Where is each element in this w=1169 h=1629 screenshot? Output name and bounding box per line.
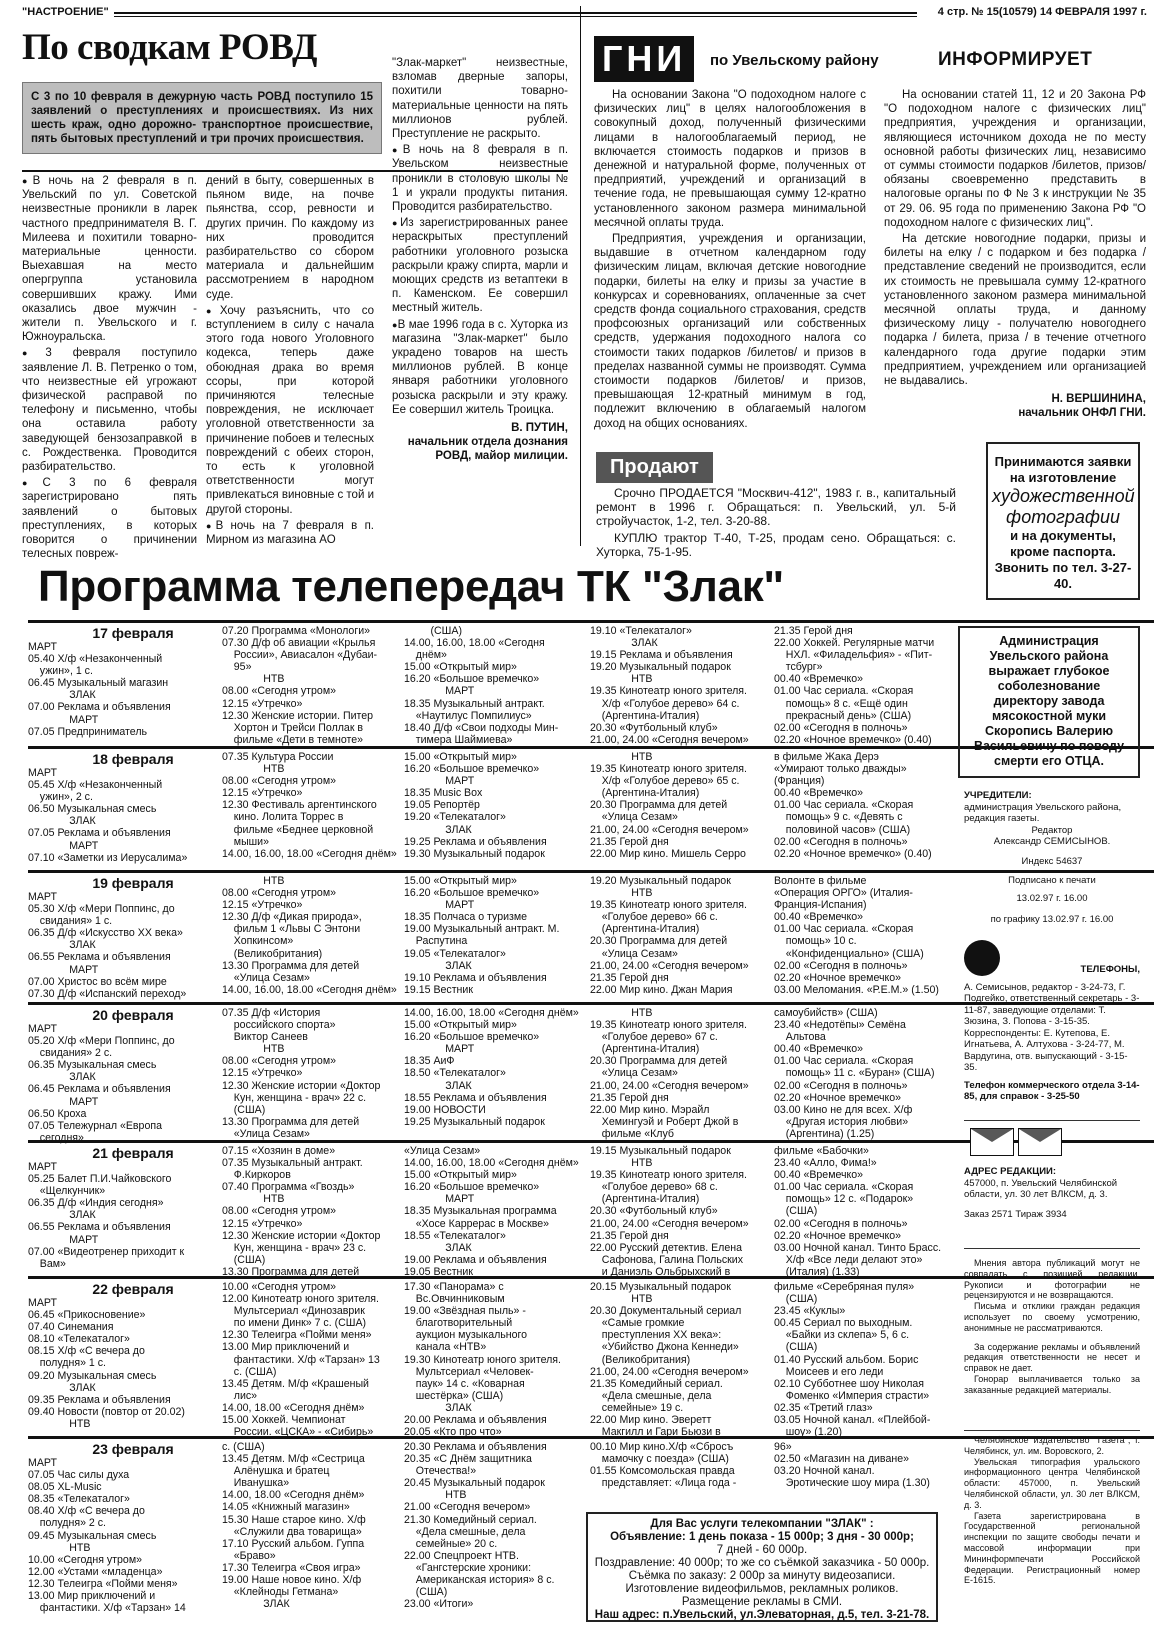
tv-column	[590, 1007, 776, 1140]
page-header	[22, 4, 1147, 20]
tv-column	[28, 1281, 208, 1430]
founders-title: УЧРЕДИТЕЛИ:	[964, 790, 1032, 801]
gni-subtitle: по Увельскому району	[710, 52, 879, 69]
photo-ad	[986, 442, 1140, 600]
tv-listing: 14.00, 16.00, 18.00 «Сегодня днём» 15.00 «Открытый мир» 16.20 «Большое времечко» МАРТ 18.35 АиФ 18.50 «Телекаталог» ЗЛАК 18.55 Реклама и объявления 19.00 НОВОСТИ 19.25 Музыкальный подарок	[404, 1007, 579, 1128]
tv-listing: МАРТ 07.05 Час силы духа 08.05 XL-Music 08.35 «Телекаталог» 08.40 Х/ф «С вечера до полудня» 2 с. 09.45 Музыкальная смесь НТВ 10.00 «Сегодня утром» 12.00 «Устами «младенца» 12.30 Телеигра «Пойми меня» 13.00 Мир приключений и фантастики. Х/ф «Тарзан» 14	[28, 1457, 186, 1615]
tv-listing: 15.00 «Открытый мир» 16.20 «Большое времечко» МАРТ 18.35 Music Box 19.05 Репортёр 19.20 «Телекаталог» ЗЛАК 19.25 Реклама и объявления 19.30 Музыкальный подарок	[404, 751, 547, 860]
rovd-column-2	[206, 174, 374, 549]
tv-column	[28, 875, 208, 1000]
signed-label: Подписано к печати	[1008, 875, 1096, 886]
signed-date: 13.02.97 г. 16.00	[1016, 892, 1088, 904]
editor-label: Редактор	[1031, 824, 1073, 836]
tv-column	[28, 1145, 208, 1270]
founders-box	[964, 790, 1140, 1121]
tv-column	[774, 751, 958, 860]
tv-column	[590, 625, 776, 746]
photo-ad-line: Звонить по тел. 3-27-40.	[994, 560, 1132, 591]
tv-listing: НТВ 19.35 Кинотеатр юного зрителя. Х/ф «Голубое дерево» 65 с. (Аргентина-Италия) 20.30 Программа для детей «Улица Сезам» 21.00, 24.00 «Сегодня вечером» 21.35 Герой дня 22.00 Мир кино. Мишель Серро	[590, 751, 749, 860]
rovd-item: ● В ночь на 2 февраля в п. Увельский по ул. Советской неизвестные проникли в ларек частного предпринимателя В. Г. Милеева и похитили товарно-материальные ценности. Выехавшая на место опергруппа установила совершивших кражу. Ими оказались двое мужчин - жители п. Увельского и г. Южноуральска.	[22, 174, 197, 344]
tv-listing: МАРТ 05.25 Балет П.И.Чайковского «Щелкунчик» 06.35 Д/ф «Индия сегодня» ЗЛАК 06.55 Реклама и объявления МАРТ 07.00 «Видеотренер приходит к Вам»	[28, 1161, 185, 1270]
gni-logo: ГНИ	[594, 36, 694, 82]
tv-listing: Волонте в фильме «Операция ОРГО» (Италия- Франция-Испания) 00.40 «Времечко» 01.00 Час сериала. «Скорая помощь» 10 с. «Конфиденциально» (США) 02.00 «Сегодня в полночь» 02.20 «Ночное времечко» 03.00 Меломания. «Р.Е.М.» (1.50)	[774, 875, 939, 996]
tv-day-heading: 23 февраля	[92, 1441, 174, 1457]
tv-column	[590, 1145, 776, 1278]
tv-listing: в фильме Жака Дерэ «Умирают только дважды» (Франция) 00.40 «Времечко» 01.00 Час сериала. «Скорая помощь» 9 с. «Девять с половиной часов» (США) 02.00 «Сегодня в полночь» 02.20 «Ночное времечко» (0.40)	[774, 751, 932, 860]
tv-column	[222, 751, 402, 860]
gni-paragraph: На основании статей 11, 12 и 20 Закона РФ "О подоходном налоге с физических лиц" предприятия, учреждения и организации, являющиеся источником дохода не по месту основной работы физических лиц, независимо от суммы стоимости подарков /билетов, призов/ обязаны своевременно представить в налоговые органы по Ф № 3 к инструкции № 35 от 29. 06. 95 года по применению Закона РФ "О подоходном налоге с физических лиц".	[884, 89, 1146, 229]
tv-column	[28, 625, 208, 738]
tv-day-heading: 18 февраля	[92, 751, 174, 767]
rovd-column-1	[22, 174, 197, 563]
envelope-icon	[1018, 1128, 1062, 1156]
tv-listing: самоубийств» (США) 23.40 «Недотёпы» Семёна Альтова 00.40 «Времечко» 01.00 Час сериала. «Скорая помощь» 11 с. «Буран» (США) 02.00 «Сегодня в полночь» 02.20 «Ночное времечко» 03.00 Кино не для всех. Х/ф «Другая история любви» (Аргентина) (1.25)	[774, 1007, 935, 1140]
tv-listing: 07.15 «Хозяин в доме» 07.35 Музыкальный антракт. Ф.Киркоров 07.40 Программа «Гвоздь» НТВ 08.00 «Сегодня утром» 12.15 «Утречко» 12.30 Женские истории «Доктор Кун, женщина - врач» 23 с. (США) 13.30 Программа для детей	[222, 1145, 381, 1278]
gni-inform: ИНФОРМИРУЕТ	[938, 49, 1093, 70]
tv-column	[28, 751, 208, 864]
address-label: АДРЕС РЕДАКЦИИ:	[964, 1166, 1057, 1177]
editorial-notice	[964, 1258, 1140, 1396]
tv-listing: МАРТ 05.45 Х/ф «Незаконченный ужин», 2 с. 06.50 Музыкальная смесь ЗЛАК 07.05 Реклама и объявления МАРТ 07.10 «Заметки из Иерусалима»	[28, 767, 188, 864]
tv-listing: 20.30 Реклама и объявления 20.35 «С Днём защитника Отечества!» 20.45 Музыкальный подарок НТВ 21.00 «Сегодня вечером» 21.30 Комедийный сериал. «Дела смешные, дела семейные» 20 с. 22.00 Спецпроект НТВ. «Гангстерские хроники: Американская история» 8 с. (США) 23.00 «Итоги»	[404, 1441, 555, 1611]
order-info: Заказ 2571 Тираж 3934	[964, 1208, 1067, 1220]
tv-column	[404, 1007, 586, 1128]
tv-listing: 15.00 «Открытый мир» 16.20 «Большое времечко» МАРТ 18.35 Полчаса о туризме 19.00 Музыкальный антракт. М. Распутина 19.05 «Телекаталог» ЗЛАК 19.10 Реклама и объявления 19.15 Вестник	[404, 875, 560, 996]
tv-day-heading: 17 февраля	[92, 625, 174, 641]
tv-column	[590, 751, 776, 860]
rovd-item: ● 3 февраля поступило заявление Л. В. Петренко о том, что неизвестные ей угрожают физической расправой по телефону и письменно, чтобы она оставила работу заведующей бензозаправкой в с. Рождественка. Проводится разбирательство.	[22, 346, 197, 474]
publisher-line: Увельская типография уральского информационного центра Челябинской области: 457000, п. Увельский Челябинской области, ул. 30 лет ВЛКСМ, д. 3.	[964, 1456, 1140, 1510]
tv-day-heading: 19 февраля	[92, 875, 174, 891]
notice-line: Письма и отклики граждан редакция использует по своему усмотрению, анонимные не рассматриваются.	[964, 1301, 1140, 1333]
tv-listing: 19.20 Музыкальный подарок НТВ 19.35 Кинотеатр юного зрителя. «Голубое дерево» 66 с. (Аргентина-Италия) 20.30 Программа для детей «Улица Сезам» 21.00, 24.00 «Сегодня вечером» 21.35 Герой дня 22.00 Мир кино. Джан Мария	[590, 875, 749, 996]
tv-listing: МАРТ 06.45 «Прикосновение» 07.40 Синемания 08.10 «Телекаталог» 08.15 Х/ф «С вечера до полудня» 1 с. 09.20 Музыкальная смесь ЗЛАК 09.35 Реклама и объявления 09.40 Новости (повтор от 20.02) НТВ	[28, 1297, 185, 1430]
publisher-info	[964, 1430, 1140, 1586]
tv-column	[404, 625, 586, 746]
tv-column	[590, 1441, 776, 1489]
schedule: по графику 13.02.97 г. 16.00	[990, 914, 1114, 925]
tv-listing: 07.35 Д/ф «История российского спорта» Виктор Санеев НТВ 08.00 «Сегодня утром» 12.15 «Утречко» 12.30 Женские истории «Доктор Кун, женщина - врач» 22 с. (США) 13.30 Программа для детей «Улица Сезам»	[222, 1007, 381, 1140]
tv-listing: фильме «Серебряная пуля» (США) 23.45 «Куклы» 00.45 Сериал по выходным. «Байки из склепа» 5, 6 с. (США) 01.40 Русский альбом. Борис Моисеев и его леди 02.10 Субботнее шоу Николая Фоменко «Империя страсти» 02.35 «Третий глаз» 03.05 Ночной канал. «Плейбой- шоу» (1.20)	[774, 1281, 931, 1439]
tv-listing: (США) 14.00, 16.00, 18.00 «Сегодня днём» 15.00 «Открытый мир» 16.20 «Большое времечко» МАРТ 18.35 Музыкальный антракт. «Наутилус Помпилиус» 18.40 Д/ф «Свои подходы Мин- тимера Шаймиева»	[404, 625, 559, 746]
phones-label: ТЕЛЕФОНЫ,	[1080, 964, 1140, 975]
tv-column	[222, 1441, 402, 1610]
tv-column	[774, 875, 958, 996]
envelope-icon	[970, 1128, 1014, 1156]
tv-column	[590, 875, 776, 996]
tv-column	[222, 1281, 402, 1438]
tv-listing: с. (США) 13.45 Детям. М/ф «Сестрица Алёнушка и братец Иванушка» 14.00, 18.00 «Сегодня днём» 14.05 «Книжный магазин» 15.30 Наше старое кино. Х/ф «Служили два товарища» 17.10 Русский альбом. Гуппа «Браво» 17.30 Телеигра «Своя игра» 19.00 Наше новое кино. Х/ф «Клейноды Гетмана» ЗЛАК	[222, 1441, 366, 1611]
tv-listing: МАРТ 05.40 Х/ф «Незаконченный ужин», 1 с. 06.45 Музыкальный магазин ЗЛАК 07.00 Реклама и объявления МАРТ 07.05 Предприниматель	[28, 641, 171, 738]
tv-column	[404, 1441, 586, 1610]
gni-column-1	[594, 88, 866, 433]
gni-signature: Н. ВЕРШИНИНА, начальник ОНФЛ ГНИ.	[1018, 393, 1146, 420]
rovd-item: дений в быту, совершенных в пьяном виде, на почве пьянства, ссор, ревности и других причин. По каждому из них проводится разбирательство со сбором материала и дальнейшим рассмотрением в народном суде.	[206, 175, 374, 301]
tv-column	[404, 1145, 586, 1278]
tv-column	[404, 875, 586, 996]
gni-paragraph: На детские новогодние подарки, призы и билеты на елку / с подарком и без подарка / представление сведений не производится, если их стоимость не превышала сумму 12-кратного установленного законом размера минимальной месячной оплаты труда, и данному физическому лицу - получателю новогоднего подарка / билета, призa / в течение отчетного календарного года другие подарки этим предприятием, учреждением или организацией не выдавались.	[884, 233, 1146, 388]
address-text: 457000, п. Увельский Челябинской области, ул. 30 лет ВЛКСМ, д. 3.	[964, 1177, 1118, 1200]
rovd-item: ● В ночь на 8 февраля в п. Увельском неизвестные проникли в столовую школы № 1 и украли продукты питания. Проводится разбирательство.	[392, 143, 568, 214]
tv-column	[774, 1007, 958, 1140]
tv-listing: 19.10 «Телекаталог» ЗЛАК 19.15 Реклама и объявления 19.20 Музыкальный подарок НТВ 19.35 Кинотеатр юного зрителя. Х/ф «Голубое дерево» 64 с. (Аргентина-Италия) 20.30 «Футбольный клуб» 21.00, 24.00 «Сегодня вечером»	[590, 625, 749, 746]
zlak-ad-line: 7 дней - 60 000р.	[716, 1544, 808, 1556]
tv-column	[28, 1007, 208, 1144]
tv-column	[404, 1281, 586, 1438]
tv-day-heading: 22 февраля	[92, 1281, 174, 1297]
tv-column	[222, 875, 402, 996]
notice-line: Мнения автора публикаций могут не совпадать с позицией редакции. Рукописи и фотографии не рецензируются и не возвращаются.	[964, 1258, 1140, 1301]
tv-column	[774, 1145, 958, 1278]
tv-listing: 96» 02.50 «Магазин на диване» 03.20 Ночной канал. Эротические шоу мира (1.30)	[774, 1441, 930, 1490]
condolence-box: Администрация Увельского района выражает глубокое соболезнование директору завода мясокостной муки Скоропись Валерию Васильевичу по поводу смерти его ОТЦА.	[958, 626, 1140, 778]
zlak-ad-line: Наш адрес: п.Увельский, ул.Элеваторная, д.5, тел. 3-21-78.	[594, 1609, 930, 1621]
rovd-item: ● С 3 по 6 февраля зарегистрировано пять заявлений о бытовых преступлениях, в которых говорится о причинении телесных повреж-	[22, 476, 197, 561]
photo-ad-line: художественной фотографии	[992, 486, 1135, 527]
rovd-title: По сводкам РОВД	[22, 27, 317, 68]
tv-column	[774, 625, 958, 746]
photo-ad-line: Принимаются заявки на изготовление	[994, 454, 1132, 485]
tv-listing: «Улица Сезам» 14.00, 16.00, 18.00 «Сегодня днём» 15.00 «Открытый мир» 16.20 «Большое времечко» МАРТ 18.35 Музыкальная программа «Хосе Каррерас в Москве» 18.55 «Телекаталог» ЗЛАК 19.00 Реклама и объявления 19.05 Вестник	[404, 1145, 579, 1278]
column-rule	[580, 6, 583, 546]
sale-ad: Срочно ПРОДАЕТСЯ "Москвич-412", 1983 г. в., капитальный ремонт в 1996 г. Обращаться: п. Увельский, ул. 5-й стройучасток, 1-2, тел. 3-20-88.	[596, 486, 956, 529]
tv-column	[590, 1281, 776, 1438]
tv-column	[222, 1007, 402, 1140]
tv-day-heading: 20 февраля	[92, 1007, 174, 1023]
tv-listing: МАРТ 05.30 Х/ф «Мери Поппинс, до свидания» 1 с. 06.35 Д/ф «Искусство XX века» ЗЛАК 06.55 Реклама и объявления МАРТ 07.00 Христос во всём мире 07.30 Д/ф «Испанский переход»	[28, 891, 187, 1000]
tv-day-heading: 21 февраля	[92, 1145, 174, 1161]
rovd-item: ● В ночь на 7 февраля в п. Мирном из магазина АО	[206, 519, 374, 547]
rovd-item: ● В мае 1996 года в с. Хуторка из магазина "Злак-маркет" было украдено товаров на шесть миллионов рублей. В конце января работники уголовного розыска раскрыли и эту кражу. Ее совершил житель Троицка.	[392, 318, 568, 417]
tv-column	[774, 1281, 958, 1438]
tv-listing: 00.10 Мир кино.Х/ф «Сбросъ мамочку с поезда» (США) 01.55 Комсомольская правда представляет: «Лица года -	[590, 1441, 737, 1490]
tv-listing: 07.20 Программа «Монологи» 07.30 Д/ф об авиации «Крылья России», Авиасалон «Дубаи- 95» НТВ 08.00 «Сегодня утром» 12.15 «Утречко» 12.30 Женские истории. Питер Хортон и Трейси Поллак в фильме «Дети в темноте»	[222, 625, 378, 746]
tv-listing: 21.35 Герой дня 22.00 Хоккей. Регулярные матчи НХЛ. «Филадельфия» - «Пит- тсбург» 00.40 «Времечко» 01.00 Час сериала. «Скорая помощь» 8 с. «Ещё один прекрасный день» (США) 02.00 «Сегодня в полночь» 02.20 «Ночное времечко» (0.40)	[774, 625, 935, 746]
rovd-lead: С 3 по 10 февраля в дежурную часть РОВД поступило 15 заявлений о преступлениях и происшествиях. Из них шесть краж, одно дорожно- транспортное происшествие, пять бытовых преступлений и три прочих происшествия.	[22, 82, 382, 154]
tv-column	[774, 1441, 958, 1489]
zlak-ad-line: Изготовление видеофильмов, рекламных роликов.	[625, 1583, 899, 1595]
zlak-services-ad	[586, 1512, 938, 1622]
issue-info: 4 стр. № 15(10579) 14 ФЕВРАЛЯ 1997 г.	[937, 6, 1147, 18]
rovd-item: ● Хочу разъяснить, что со вступлением в силу с начала этого года нового Уголовного кодекса, теперь даже обоюдная драка во время ссоры, при которой причиняются телесные повреждения, не исключает уголовной ответственности за причинение побоев и телесных повреждений с обеих сторон, то есть к уголовной ответственности могут привлекаться виновные с той и другой стороны.	[206, 304, 374, 517]
zlak-ad-line: Для Вас услуги телекомпании "ЗЛАК" :	[650, 1518, 874, 1530]
rovd-column-3	[392, 56, 568, 463]
tv-listing: фильме «Бабочки» 23.40 «Алло, Фима!» 00.40 «Времечко» 01.00 Час сериала. «Скорая помощь» 12 с. «Подарок» (США) 02.00 «Сегодня в полночь» 02.20 «Ночное времечко» 03.00 Ночной канал. Тинто Брасс. Х/ф «Все леди делают это» (Италия) (1.33)	[774, 1145, 942, 1278]
tv-column	[222, 625, 402, 746]
header-rule	[114, 12, 917, 17]
gni-paragraph: На основании Закона "О подоходном налоге с физических лиц" в целях налогообложения в совокупный доход, полученный физическими лицами в налогооблагаемый период, не включается стоимость подарков и призов в денежной и натуральной форме, полученных от предприятий, учреждений и организаций в течение года, не превышающая сумму 12-кратно установленного законом размера минимальной месячной оплаты труда.	[594, 89, 866, 229]
tv-listing: 17.30 «Панорама» с Вс.Овчинниковым 19.00 «Звёздная пыль» - благотворительный аукцион музыкального канала «НТВ» 19.30 Кинотеатр юного зрителя. Мультсериал «Человек- паук» 14 с. «Коварная шестёрка» (США) ЗЛАК 20.00 Реклама и объявления 20.05 «Кто про что»	[404, 1281, 561, 1439]
rovd-signature: В. ПУТИН, начальник отдела дознания РОВД, майор милиции.	[407, 422, 568, 463]
gni-paragraph: Предприятия, учреждения и организации, выдавшие в отчетном календарном году физическим лицам, включая детские новогодние подарки, билеты на елку и призы за участие в конкурсах и соревнованиях, оплаченные за счет средств фонда социального страхования, средств профсоюзных организаций или собственных средств, удержания подоходного налога со стоимости таких подарков /билетов/ и призов в пределах названной суммы не производят. Сумма стоимости подарков /билетов/ и призов, превышающая 12-кратный минимум в год, подлежит включению в облагаемый налогом доход на общих основаниях.	[594, 233, 866, 430]
zlak-ad-line: Объявление: 1 день показа - 15 000р; 3 дня - 30 000р;	[610, 1531, 914, 1543]
editor-name: Александр СЕМИСЫНОВ.	[993, 836, 1111, 847]
gni-column-2	[884, 88, 1146, 420]
zlak-ad-line: Поздравление: 40 000р; то же со съёмкой заказчика - 50 000р.	[594, 1557, 930, 1569]
tv-listing: 07.35 Культура России НТВ 08.00 «Сегодня утром» 12.15 «Утречко» 12.30 Фестиваль аргентинского кино. Лолита Торрес в фильме «Беднее церковной мыши» 14.00, 16.00, 18.00 «Сегодня днём»	[222, 751, 397, 860]
tv-listing: МАРТ 05.20 Х/ф «Мери Поппинс, до свидания» 2 с. 06.35 Музыкальная смесь ЗЛАК 06.45 Реклама и объявления МАРТ 06.50 Кроха 07.05 Тележурнал «Европа сегодня»	[28, 1023, 175, 1144]
notice-line: Гонорар выплачивается только за заказанные редакцией материалы.	[964, 1373, 1140, 1395]
tv-listing: 20.15 Музыкальный подарок НТВ 20.30 Документальный сериал «Самые громкие преступления XX века»: «Убийство Джона Кеннеди» (Великобритания) 21.00, 24.00 «Сегодня вечером» 21.35 Комедийный сериал. «Дела смешные, дела семейные» 19 с. 22.00 Мир кино. Эверетт Макгилл и Гари Бьюзи в	[590, 1281, 749, 1439]
mail-icons	[970, 1128, 1140, 1156]
tv-listing: 10.00 «Сегодня утром» 12.00 Кинотеатр юного зрителя. Мультсериал «Динозаврик по имени Динк» 7 с. (США) 12.30 Телеигра «Пойми меня» 13.00 Мир приключений и фантастики. Х/ф «Тарзан» 13 с. (США) 13.45 Детям. М/ф «Крашеный лис» 14.00, 18.00 «Сегодня днём» 15.00 Хоккей. Чемпионат России. «ЦСКА» - «Сибирь»	[222, 1281, 380, 1439]
tv-column	[28, 1441, 208, 1614]
rovd-item: ● Из зарегистрированных ранее нераскрытых преступлений работники уголовного розыска раскрыли кражу спирта, марли и моющих средств из ветаптеки в п. Каменском. Ее совершил местный житель.	[392, 216, 568, 315]
tv-column	[404, 751, 586, 860]
tv-listing: НТВ 19.35 Кинотеатр юного зрителя. «Голубое дерево» 67 с. (Аргентина-Италия) 20.30 Программа для детей «Улица Сезам» 21.00, 24.00 «Сегодня вечером» 21.35 Герой дня 22.00 Мир кино. Мэрайл Хемингуэй и Роберт Джой в фильме «Клуб	[590, 1007, 749, 1140]
tv-listing: НТВ 08.00 «Сегодня утром» 12.15 «Утречко» 12.30 Д/ф «Дикая природа», фильм 1 «Львы С Энтони Хопкинсом» (Великобритания) 13.30 Программа для детей «Улица Сезам» 14.00, 16.00, 18.00 «Сегодня днём»	[222, 875, 397, 996]
publisher-line: Челябинское издательство "Газета", г. Челябинск, ул. им. Воровского, 2.	[964, 1435, 1140, 1456]
address-box	[964, 1128, 1140, 1249]
sale-ad: КУПЛЮ трактор Т-40, Т-25, продам сено. Обращаться: с. Хуторка, 75-1-95.	[596, 530, 956, 559]
sale-heading: Продают	[596, 452, 713, 483]
rovd-item: "Злак-маркет" неизвестные, взломав дверные запоры, похитили товарно-материальные ценности на пять миллионов рублей. Преступление не раскрыто.	[392, 57, 568, 141]
tv-title: Программа телепередач ТК "Злак"	[38, 562, 784, 611]
zlak-ad-line: Съёмка по заказу: 2 000р за минуту видеозаписи.	[628, 1570, 896, 1582]
phones-row	[964, 940, 1140, 976]
sale-text	[596, 486, 956, 561]
tv-column	[222, 1145, 402, 1278]
phones: А. Семисынов, редактор - 3-24-73, Г. Подгейко, ответственный секретарь - 3-11-87, заведующие отделами: Т. Зюзина, З. Попова - 3-15-35. Корреспонденты: Е. Кутепова, Е. Игнатьева, А. Алтухова - 3-24-77, М. Вардугина, отв. выпускающий - 3-15-35.	[964, 981, 1140, 1073]
zlak-ad-line: Размещение рекламы в СМИ.	[681, 1596, 843, 1608]
notice-line: За содержание рекламы и объявлений редакция ответственности не несет и справок не дает.	[964, 1341, 1140, 1374]
photo-ad-line: и на документы, кроме паспорта.	[1010, 528, 1116, 559]
founders-text: администрация Увельского района, редакция газеты.	[964, 801, 1122, 824]
publisher-line: Газета зарегистрирована в Государственной региональной инспекции по защите свободы печати и массовой информации при Мининформпечати Российской Федерации. Регистрационный номер Е-1615.	[964, 1510, 1140, 1586]
telephone-icon	[964, 940, 1000, 976]
newspaper-name: "НАСТРОЕНИЕ"	[22, 6, 109, 18]
commercial-phone: Телефон коммерческого отдела 3-14-85, для справок - 3-25-50	[964, 1079, 1140, 1102]
tv-listing: 19.15 Музыкальный подарок НТВ 19.35 Кинотеатр юного зрителя. «Голубое дерево» 68 с. (Аргентина-Италия) 20.30 «Футбольный клуб» 21.00, 24.00 «Сегодня вечером» 21.35 Герой дня 22.00 Русский детектив. Елена Сафонова, Галина Польских и Даниэль Ольбрыхский в	[590, 1145, 749, 1278]
index: Индекс 54637	[1021, 855, 1083, 867]
